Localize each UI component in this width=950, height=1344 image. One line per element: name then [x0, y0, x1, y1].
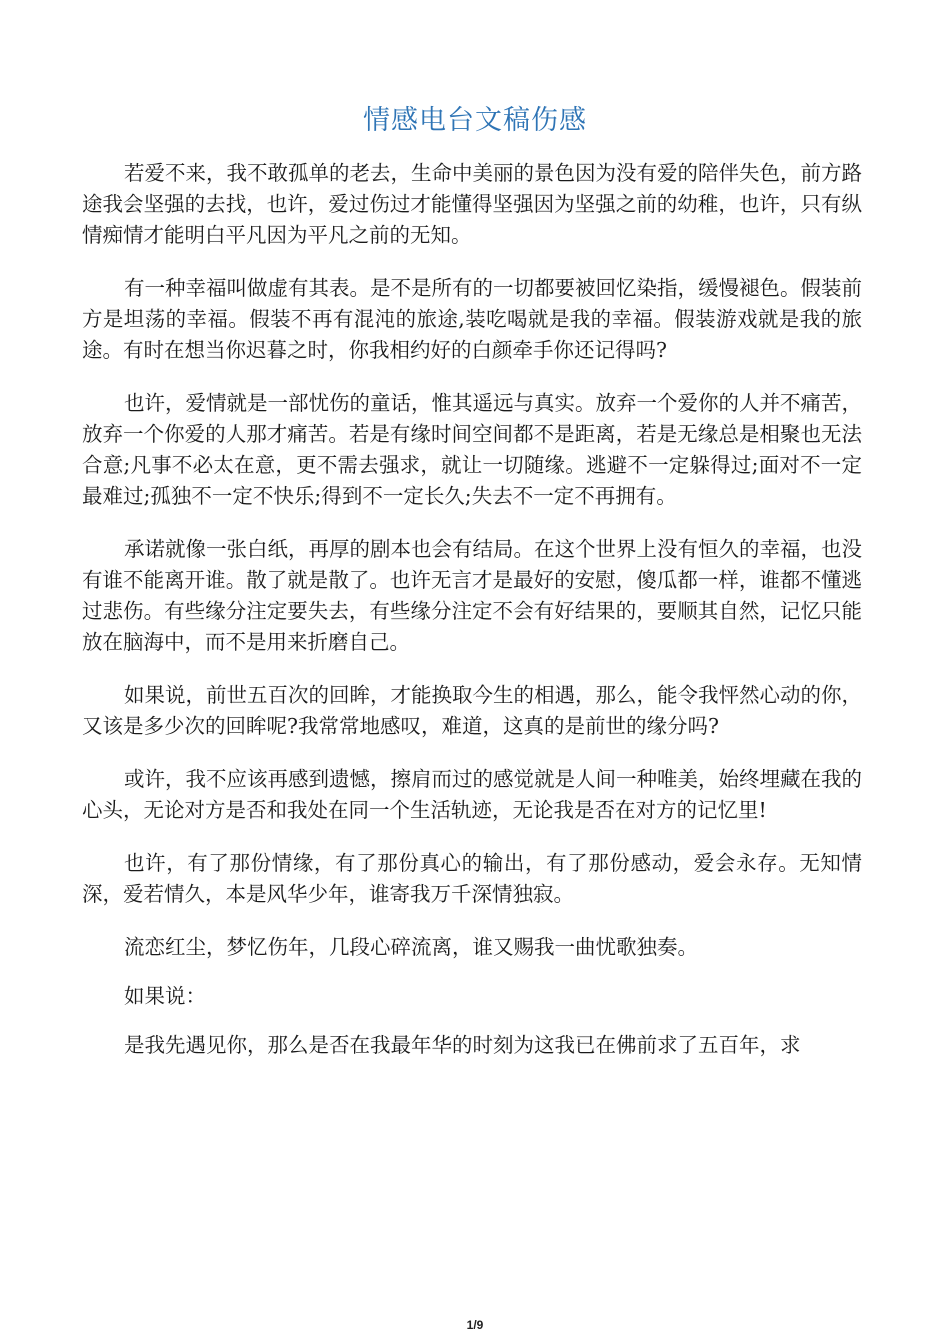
- paragraph-1: 若爱不来，我不敢孤单的老去，生命中美丽的景色因为没有爱的陪伴失色，前方路途我会坚强的去找，也许，爱过伤过才能懂得坚强因为坚强之前的幼稚，也许，只有纵情痴情才能明白平凡因为平凡之前的无知。: [82, 161, 862, 247]
- paragraph-4: 承诺就像一张白纸，再厚的剧本也会有结局。在这个世界上没有恒久的幸福，也没有谁不能离开谁。散了就是散了。也许无言才是最好的安慰，傻瓜都一样，谁都不懂逃过悲伤。有些缘分注定要失去，有些缘分注定不会有好结果的，要顺其自然，记忆只能放在脑海中，而不是用来折磨自己。: [82, 537, 862, 654]
- paragraph-5: 如果说，前世五百次的回眸，才能换取今生的相遇，那么，能令我怦然心动的你，又该是多少次的回眸呢?我常常地感叹，难道，这真的是前世的缘分吗?: [82, 683, 862, 738]
- paragraph-3: 也许，爱情就是一部忧伤的童话，惟其遥远与真实。放弃一个爱你的人并不痛苦，放弃一个你爱的人那才痛苦。若是有缘时间空间都不是距离，若是无缘总是相聚也无法合意;凡事不必太在意，更不需去强求，就让一切随缘。逃避不一定躲得过;面对不一定最难过;孤独不一定不快乐;得到不一定长久;失去不一定不再拥有。: [82, 391, 862, 508]
- page-number: 1/9: [466, 1318, 484, 1332]
- document-title: 情感电台文稿伤感: [363, 105, 587, 136]
- paragraph-8: 流恋红尘，梦忆伤年，几段心碎流离，谁又赐我一曲忧歌独奏。: [124, 935, 698, 959]
- paragraph-2: 有一种幸福叫做虚有其表。是不是所有的一切都要被回忆染指，缓慢褪色。假装前方是坦荡的幸福。假装不再有混沌的旅途,装吃喝就是我的幸福。假装游戏就是我的旅途。有时在想当你迟暮之时，你我相约好的白颜牵手你还记得吗?: [82, 276, 862, 362]
- paragraph-7: 也许，有了那份情缘，有了那份真心的输出，有了那份感动，爱会永存。无知情深，爱若情久，本是风华少年，谁寄我万千深情独寂。: [82, 851, 862, 906]
- paragraph-9: 如果说：: [124, 984, 206, 1008]
- document-body: [82, 158, 862, 1083]
- paragraph-10: 是我先遇见你，那么是否在我最年华的时刻为这我已在佛前求了五百年，求: [124, 1033, 801, 1057]
- paragraph-6: 或许，我不应该再感到遗憾，擦肩而过的感觉就是人间一种唯美，始终埋藏在我的心头，无论对方是否和我处在同一个生活轨迹，无论我是否在对方的记忆里!: [82, 767, 862, 822]
